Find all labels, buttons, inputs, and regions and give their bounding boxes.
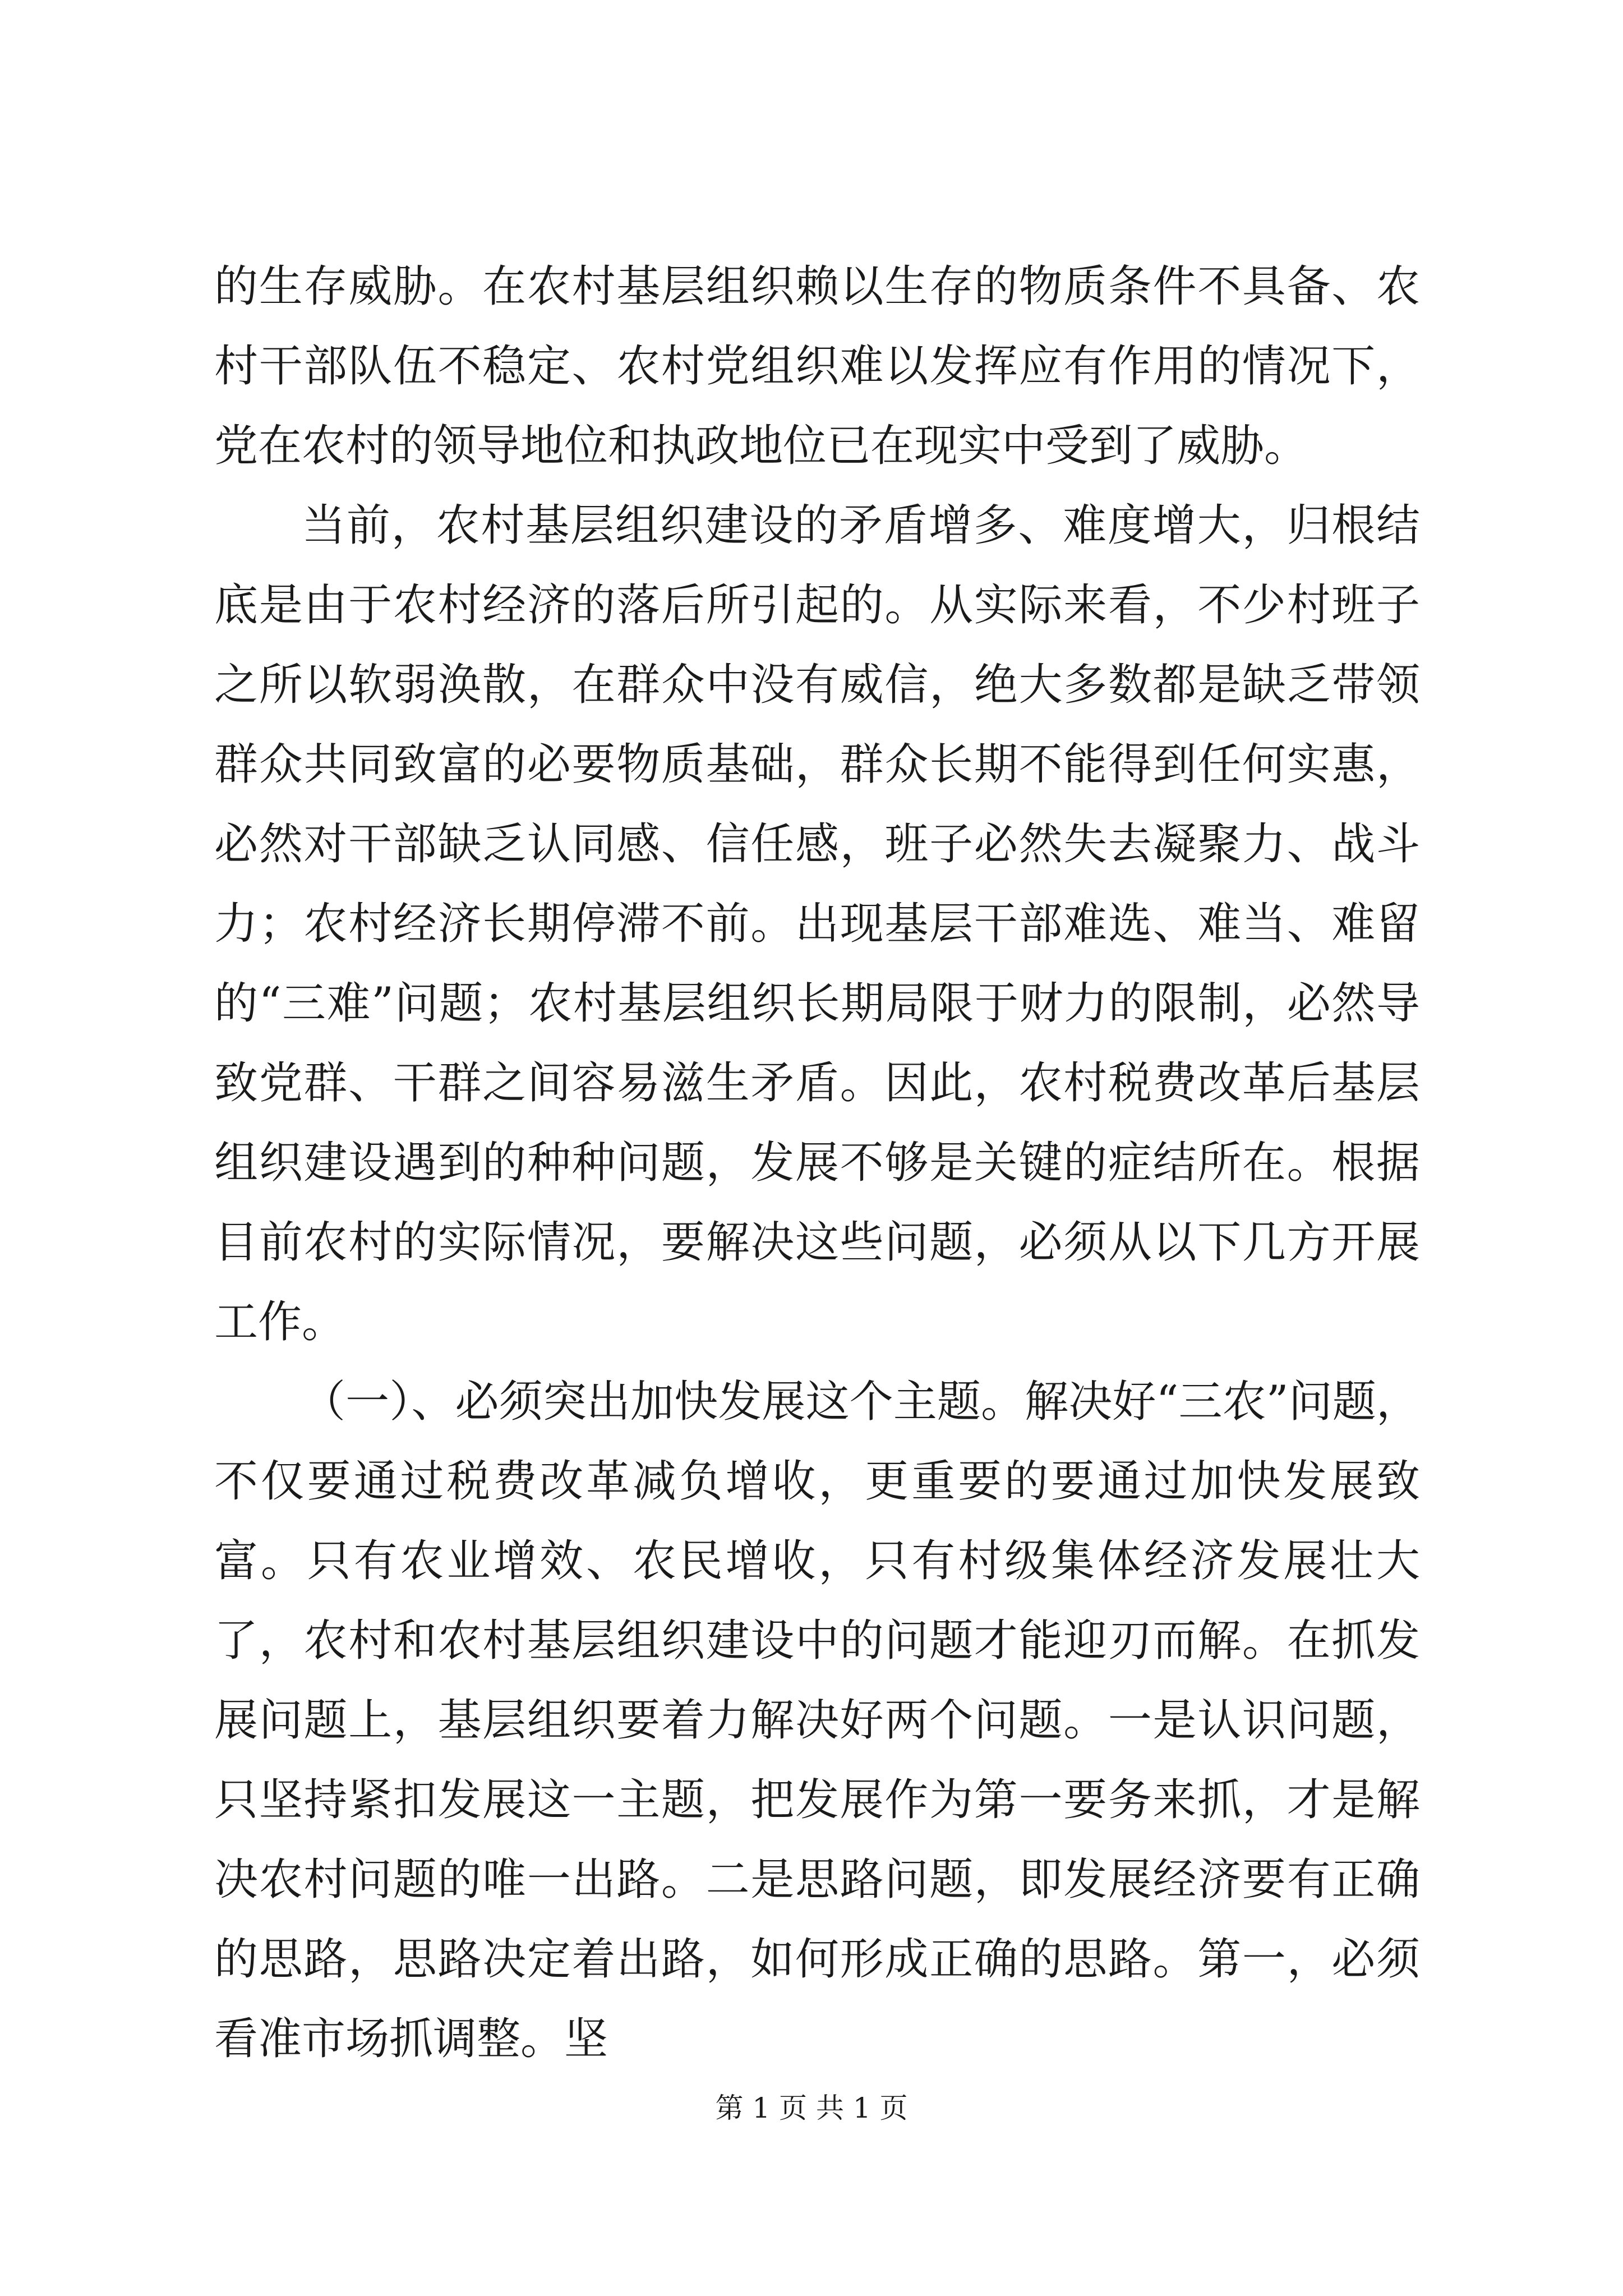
- paragraph-1: 的生存威胁。在农村基层组织赖以生存的物质条件不具备、农村干部队伍不稳定、农村党组织难以发挥应有作用的情况下，党在农村的领导地位和执政地位已在现实中受到了威胁。: [214, 261, 1420, 471]
- paragraph-2: 当前，农村基层组织建设的矛盾增多、难度增大，归根结底是由于农村经济的落后所引起的。从实际来看，不少村班子之所以软弱涣散，在群众中没有威信，绝大多数都是缺乏带领群众共同致富的必要物质基础，群众长期不能得到任何实惠，必然对干部缺乏认同感、信任感，班子必然失去凝聚力、战斗力；农村经济长期停滞不前。出现基层干部难选、难当、难留的“三难”问题；农村基层组织长期局限于财力的限制，必然导致党群、干群之间容易滋生矛盾。因此，农村税费改革后基层组织建设遇到的种种问题，发展不够是关键的症结所在。根据目前农村的实际情况，要解决这些问题，必须从以下几方开展工作。: [214, 500, 1420, 1347]
- page-number-label: 第 1 页 共 1 页: [715, 2092, 908, 2124]
- paragraph-3: （一）、必须突出加快发展这个主题。解决好“三农”问题，不仅要通过税费改革减负增收，更重要的要通过加快发展致富。只有农业增效、农民增收，只有村级集体经济发展壮大了，农村和农村基层组织建设中的问题才能迎刃而解。在抓发展问题上，基层组织要着力解决好两个问题。一是认识问题，只坚持紧扣发展这一主题，把发展作为第一要务来抓，才是解决农村问题的唯一出路。二是思路问题，即发展经济要有正确的思路，思路决定着出路，如何形成正确的思路。第一，必须看准市场抓调整。坚: [214, 1377, 1420, 2064]
- document-body: [214, 247, 1420, 2079]
- page-footer: [0, 2091, 1623, 2125]
